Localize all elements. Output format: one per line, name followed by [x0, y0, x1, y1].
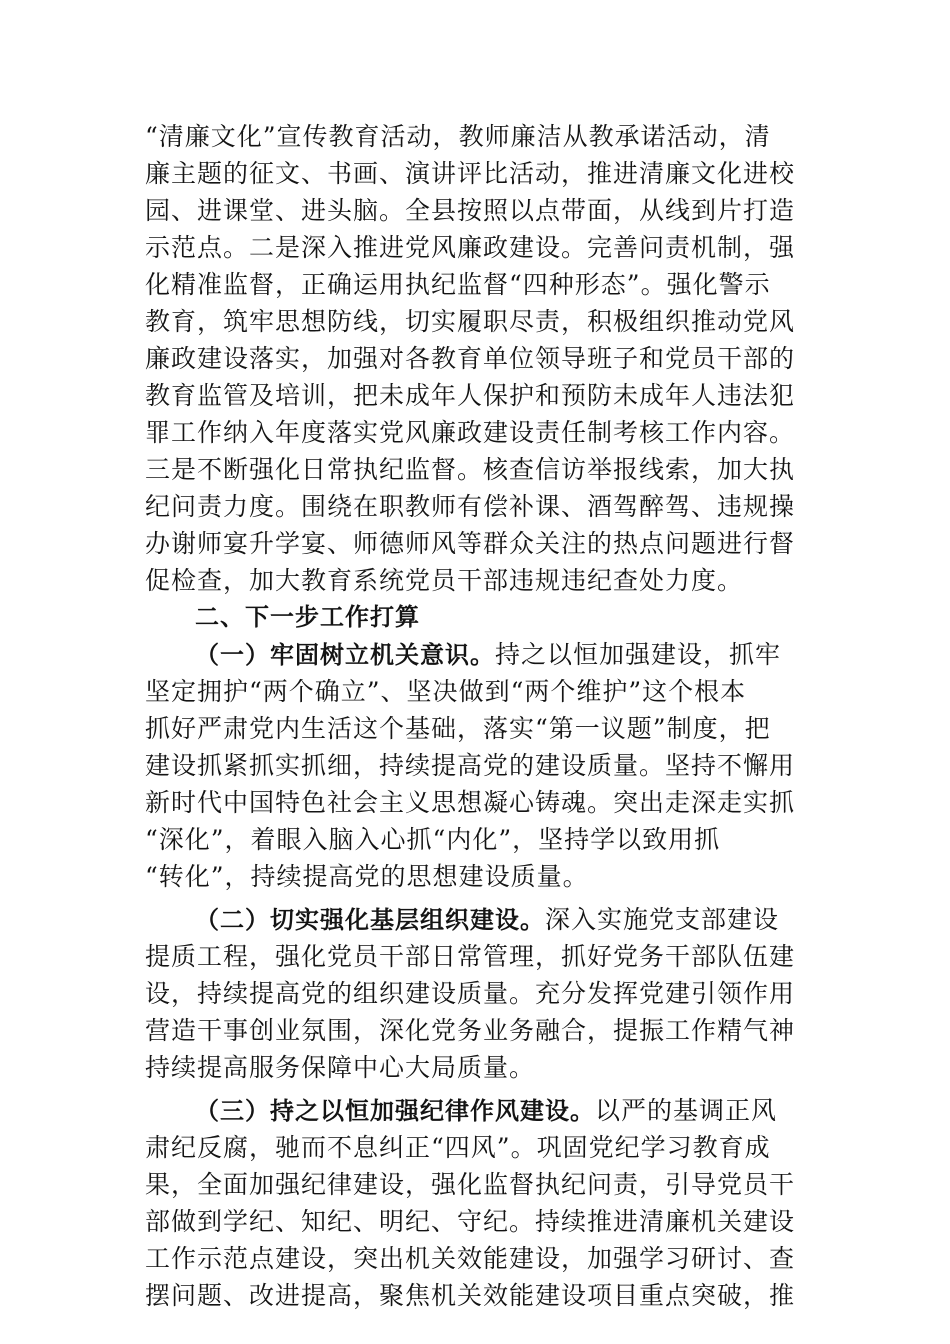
text-line: 肃纪反腐，驰而不息纠正“四风”。巩固党纪学习教育成 [145, 1133, 771, 1162]
text-line [145, 901, 812, 938]
paragraph-lead: （三）持之以恒加强纪律作风建设。 [195, 1097, 595, 1125]
paragraph-text: 以严的基调正风 [595, 1096, 778, 1125]
text-line: 廉主题的征文、书画、演讲评比活动，推进清廉文化进校 [145, 159, 796, 188]
text-line: “深化”，着眼入脑入心抓“内化”，坚持学以致用抓 [145, 825, 721, 854]
text-line: 廉政建设落实，加强对各教育单位领导班子和党员干部的 [145, 344, 796, 373]
section-heading: 二、下一步工作打算 [195, 603, 420, 631]
paragraph-2 [145, 901, 812, 1086]
text-line: “转化”，持续提高党的思想建设质量。 [145, 862, 589, 891]
text-line: 设，持续提高党的组织建设质量。充分发挥党建引领作用 [145, 979, 796, 1008]
text-line: 罪工作纳入年度落实党风廉政建设责任制考核工作内容。 [145, 418, 796, 447]
text-line: 持续提高服务保障中心大局质量。 [145, 1053, 536, 1082]
paragraph-continued [145, 118, 812, 599]
text-line: 三是不断强化日常执纪监督。核查信访举报线索，加大执 [145, 455, 796, 484]
text-line: 提质工程，强化党员干部日常管理，抓好党务干部队伍建 [145, 942, 796, 971]
text-line: 果，全面加强纪律建设，强化监督执纪问责，引导党员干 [145, 1170, 796, 1199]
text-line: 抓好严肃党内生活这个基础，落实“第一议题”制度，把 [145, 714, 771, 743]
text-line: 示范点。二是深入推进党风廉政建设。完善问责机制，强 [145, 233, 796, 262]
text-line: “清廉文化”宣传教育活动，教师廉洁从教承诺活动，清 [145, 122, 771, 151]
text-line: 园、进课堂、进头脑。全县按照以点带面，从线到片打造 [145, 196, 796, 225]
text-line: 部做到学纪、知纪、明纪、守纪。持续推进清廉机关建设 [145, 1207, 796, 1236]
text-line: 工作示范点建设，突出机关效能建设，加强学习研讨、查 [145, 1244, 796, 1273]
text-line: 纪问责力度。围绕在职教师有偿补课、酒驾醉驾、违规操 [145, 492, 796, 521]
text-line [145, 636, 812, 673]
paragraph-text: 深入实施党支部建设 [545, 905, 780, 934]
text-line: 办谢师宴升学宴、师德师风等群众关注的热点问题进行督 [145, 529, 796, 558]
paragraph-1 [145, 636, 812, 895]
text-line: 新时代中国特色社会主义思想凝心铸魂。突出走深走实抓 [145, 788, 796, 817]
text-line: 教育监管及培训，把未成年人保护和预防未成年人违法犯 [145, 381, 796, 410]
paragraph-lead: （二）切实强化基层组织建设。 [195, 906, 545, 934]
text-line [145, 1092, 812, 1129]
text-line: 建设抓紧抓实抓细，持续提高党的建设质量。坚持不懈用 [145, 751, 796, 780]
text-line: 营造干事创业氛围，深化党务业务融合，提振工作精气神 [145, 1016, 796, 1045]
paragraph-text: 持之以恒加强建设，抓牢 [495, 640, 782, 669]
text-line: 教育，筑牢思想防线，切实履职尽责，积极组织推动党风 [145, 307, 796, 336]
text-line: 坚定拥护“两个确立”、坚决做到“两个维护”这个根本 [145, 677, 747, 706]
paragraph-lead: （一）牢固树立机关意识。 [195, 641, 495, 669]
text-line: 促检查，加大教育系统党员干部违规违纪查处力度。 [145, 566, 744, 595]
text-line: 摆问题、改进提高，聚焦机关效能建设项目重点突破，推 [145, 1281, 796, 1310]
text-line: 化精准监督，正确运用执纪监督“四种形态”。强化警示 [145, 270, 771, 299]
paragraph-3 [145, 1092, 812, 1314]
